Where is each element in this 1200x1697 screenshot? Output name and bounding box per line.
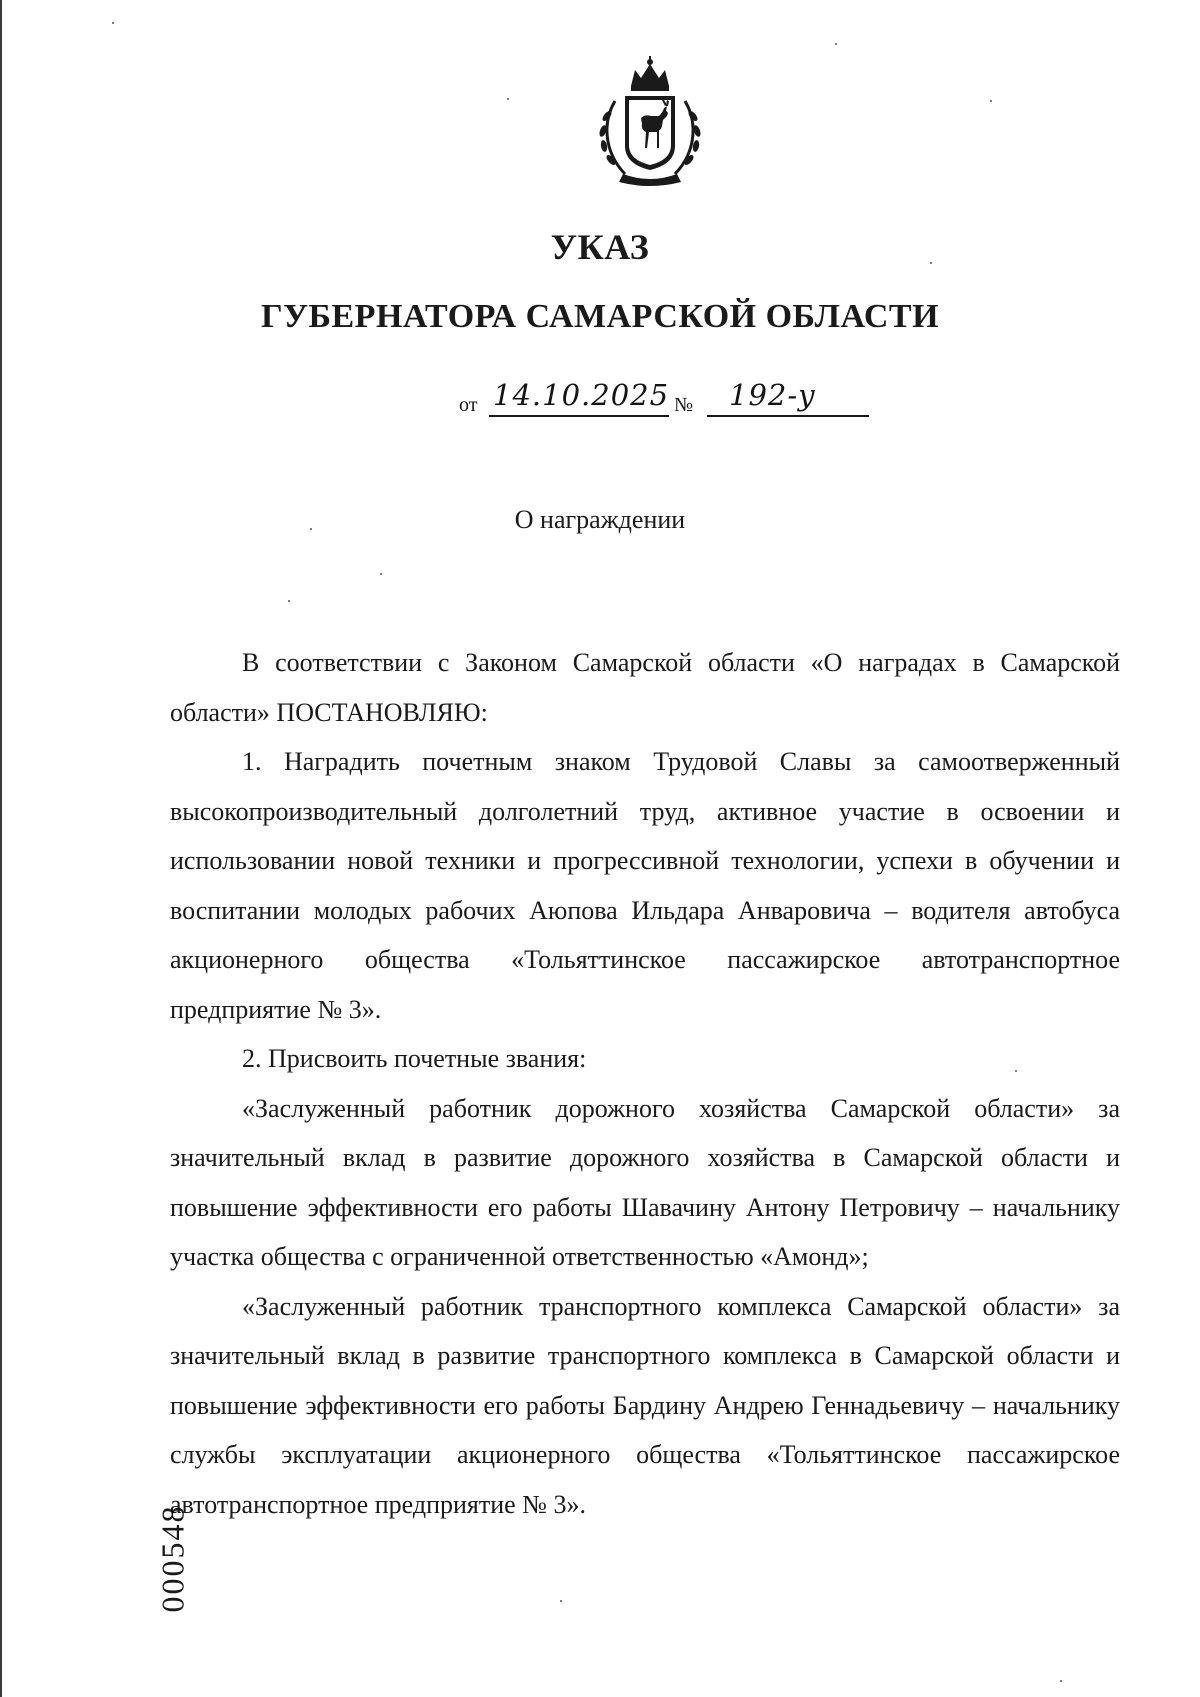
item-2-paragraph: 2. Присвоить почетные звания: (242, 1044, 587, 1073)
scan-speck (560, 1600, 562, 1602)
scan-speck (112, 22, 114, 24)
number-prefix: № (674, 394, 694, 416)
scan-speck (1060, 1680, 1062, 1682)
document-subject: О награждении (514, 505, 686, 534)
scan-speck (288, 600, 290, 602)
document-body (170, 638, 1120, 1529)
item-2a-paragraph: «Заслуженный работник дорожного хозяйства Самарской области» за значительный вклад в развитие дорожного хозяйства в Самарской области и повышение эффективности его работы Шавачину Антону Петровичу – начальнику участка общества с ограниченной ответственностью «Амонд»; (170, 1093, 1120, 1271)
item-2b-paragraph: «Заслуженный работник транспортного комплекса Самарской области» за значительный вклад в развитие транспортного комплекса в Самарской области и повышение эффективности его работы Бардину Андрею Геннадьевичу – начальнику службы эксплуатации акционерного общества «Тольяттинское пассажирское автотранспортное предприятие № 3». (170, 1291, 1120, 1519)
item-1-paragraph: 1. Наградить почетным знаком Трудовой Славы за самоотверженный высокопроизводительный долголетний труд, активное участие в освоении и использовании новой техники и прогрессивной технологии, успехи в обучении и воспитании молодых рабочих Аюпова Ильдара Анваровича – водителя автобуса акционерного общества «Тольяттинское пассажирское автотранспортное предприятие № 3». (170, 747, 1120, 1024)
number-handwritten: 192-у (729, 378, 816, 412)
document-issuer: ГУБЕРНАТОРА САМАРСКОЙ ОБЛАСТИ (260, 298, 940, 335)
date-handwritten: 14.10.2025 (493, 378, 670, 412)
preamble-paragraph: В соответствии с Законом Самарской области «О наградах в Самарской области» ПОСТАНОВЛЯЮ: (170, 648, 1120, 727)
samara-coat-of-arms-icon (585, 56, 715, 186)
date-prefix: от (459, 394, 478, 416)
date-number-line (459, 378, 869, 422)
date-underline (489, 415, 669, 417)
serial-number: 000548 (154, 1504, 191, 1613)
scan-speck (930, 262, 932, 264)
scan-speck (1015, 1070, 1017, 1072)
scan-speck (990, 100, 992, 102)
number-underline (707, 415, 869, 417)
scan-speck (835, 43, 837, 45)
document-title: УКАЗ (550, 227, 650, 267)
scan-speck (507, 98, 509, 100)
scan-speck (310, 528, 312, 530)
scan-speck (380, 573, 382, 575)
